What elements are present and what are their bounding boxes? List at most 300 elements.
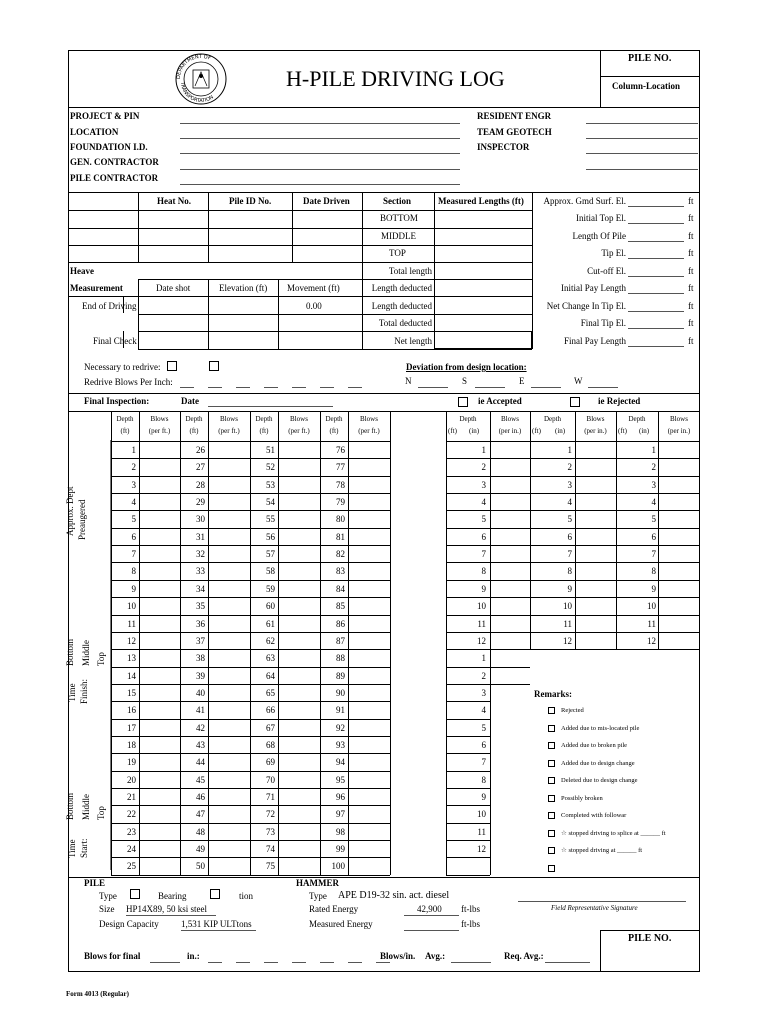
ft-unit: (ft) <box>448 427 457 435</box>
gen-contractor-label: GEN. CONTRACTOR <box>70 157 159 167</box>
bearing-checkbox[interactable] <box>130 889 140 899</box>
preaugered-label: Preaugered <box>77 499 87 540</box>
depth-cell: 5 <box>131 514 136 525</box>
remark-label: ☆ stopped driving to splice at ______ ft <box>561 829 666 837</box>
team-geotech-label: TEAM GEOTECH <box>477 127 552 137</box>
depth-cell: 8 <box>131 566 136 577</box>
inch-cell: 8 <box>481 566 486 577</box>
grid-row <box>111 753 390 754</box>
foundation-field[interactable] <box>180 153 460 154</box>
depth-cell: 18 <box>127 739 136 750</box>
depth-header: Depth <box>116 415 134 423</box>
depth-cell: 22 <box>127 809 136 820</box>
inch-cell: 10 <box>647 601 656 612</box>
measured-energy-unit: ft-lbs <box>461 919 480 929</box>
redrive-blank[interactable] <box>292 387 306 388</box>
inch-cell: 4 <box>567 497 572 508</box>
dev-s-field[interactable] <box>475 387 505 388</box>
depth-header: Depth <box>325 415 343 423</box>
grid-row <box>446 857 490 858</box>
depth-cell: 2 <box>131 462 136 473</box>
blows-header: Blows <box>150 415 169 423</box>
grid-row <box>446 597 700 598</box>
measured-energy-label: Measured Energy <box>309 919 373 929</box>
grid-row <box>446 632 700 633</box>
inch-cell: 5 <box>567 514 572 525</box>
dev-n-field[interactable] <box>418 387 448 388</box>
remark-label: Added due to broken pile <box>561 742 628 749</box>
depth-cell: 49 <box>196 844 205 855</box>
dir-e: E <box>519 376 525 386</box>
depth-cell: 56 <box>266 531 275 542</box>
grid-row <box>446 441 700 442</box>
column-location-label: Column-Location <box>612 81 681 91</box>
inch-cell: 1 <box>481 653 486 664</box>
section-header: Section <box>383 196 411 206</box>
grid-row <box>111 823 390 824</box>
blows-unit: (per ft.) <box>358 427 380 435</box>
inch-cell: 6 <box>481 531 486 542</box>
blows-unit: (per ft.) <box>288 427 310 435</box>
elevation-field[interactable] <box>628 311 684 312</box>
grid-row <box>111 788 390 789</box>
col-line <box>434 192 435 349</box>
unit-ft: ft <box>688 213 694 223</box>
depth-header: Depth <box>459 415 477 423</box>
measured-energy-field[interactable] <box>404 930 459 931</box>
inch-cell: 9 <box>651 583 656 594</box>
depth-cell: 68 <box>266 739 275 750</box>
movement-value: 0.00 <box>306 301 322 311</box>
elevation-field[interactable] <box>628 276 684 277</box>
redrive-blank[interactable] <box>208 387 222 388</box>
inch-cell: 3 <box>481 687 486 698</box>
inch-cell: 11 <box>477 826 486 837</box>
remark-checkbox[interactable] <box>548 812 555 819</box>
depth-cell: 74 <box>266 844 275 855</box>
unit-ft: ft <box>688 196 694 206</box>
inch-cell: 2 <box>567 462 572 473</box>
svg-text:DEPARTMENT OF: DEPARTMENT OF <box>175 53 212 80</box>
time-label-finish: Time <box>67 683 77 702</box>
gen-contractor-field[interactable] <box>180 169 460 170</box>
redrive-blank[interactable] <box>320 387 334 388</box>
grid-row <box>446 701 490 702</box>
signature-label: Field Representative Signature <box>551 904 638 912</box>
ft-unit: (ft) <box>532 427 541 435</box>
unit-ft: ft <box>688 231 694 241</box>
final-blank[interactable] <box>236 962 250 963</box>
avg-field[interactable] <box>451 962 491 963</box>
depth-cell: 75 <box>266 861 275 872</box>
footer-pile-no-label: PILE NO. <box>628 933 672 944</box>
unit-ft: ft <box>688 301 694 311</box>
elev-label: Length Of Pile <box>572 231 626 241</box>
inch-cell: 11 <box>563 618 572 629</box>
pile-contractor-label: PILE CONTRACTOR <box>70 173 159 183</box>
pile-contractor-field[interactable] <box>180 184 460 185</box>
dev-w-field[interactable] <box>588 387 618 388</box>
grid-row <box>111 736 390 737</box>
depth-cell: 37 <box>196 635 205 646</box>
depth-cell: 33 <box>196 566 205 577</box>
ft-unit: (ft) <box>618 427 627 435</box>
start-label: Start: <box>79 838 89 858</box>
grid-col <box>616 411 617 649</box>
remark-checkbox[interactable] <box>548 795 555 802</box>
inch-cell: 10 <box>477 601 486 612</box>
final-blank[interactable] <box>348 962 362 963</box>
grid-row <box>446 649 700 650</box>
section-divider <box>68 393 700 394</box>
depth-cell: 34 <box>196 583 205 594</box>
depth-cell: 64 <box>266 670 275 681</box>
inch-cell: 7 <box>651 549 656 560</box>
col-line <box>138 192 139 262</box>
final-blank[interactable] <box>292 962 306 963</box>
depth-cell: 10 <box>127 601 136 612</box>
inch-cell: 6 <box>651 531 656 542</box>
movement-header: Movement (ft) <box>287 283 340 293</box>
col-line <box>208 279 209 349</box>
row-line <box>68 262 532 263</box>
total-length-label: Total length <box>388 266 432 276</box>
inch-cell: 4 <box>481 705 486 716</box>
unit-ft: ft <box>688 318 694 328</box>
blows-unit: (per ft.) <box>148 427 171 435</box>
remark-checkbox[interactable] <box>548 707 555 714</box>
inch-cell: 2 <box>481 670 486 681</box>
end-of-driving-label: End of Driving <box>82 301 137 311</box>
depth-cell: 54 <box>266 497 275 508</box>
elevation-field[interactable] <box>628 258 684 259</box>
remark-checkbox[interactable] <box>548 847 555 854</box>
grid-row <box>490 684 530 685</box>
redrive-blank[interactable] <box>264 387 278 388</box>
depth-cell: 17 <box>127 722 136 733</box>
blows-header: Blows <box>501 415 519 423</box>
redrive-blank[interactable] <box>180 387 194 388</box>
final-blank[interactable] <box>376 962 390 963</box>
row-line <box>138 349 362 350</box>
inch-cell: 5 <box>651 514 656 525</box>
rejected-checkbox[interactable] <box>570 397 580 407</box>
inch-cell: 2 <box>651 462 656 473</box>
depth-cell: 96 <box>336 792 345 802</box>
remark-checkbox[interactable] <box>548 725 555 732</box>
grid-row <box>111 441 390 442</box>
unit-ft: ft <box>688 283 694 293</box>
depth-cell: 93 <box>336 739 345 750</box>
row-line <box>362 314 532 315</box>
grid-row <box>111 597 390 598</box>
pile-size-label: Size <box>99 904 115 914</box>
depth-cell: 14 <box>127 670 136 681</box>
friction-checkbox[interactable] <box>210 889 220 899</box>
grid-row <box>111 562 390 563</box>
depth-cell: 1 <box>131 445 136 455</box>
grid-row <box>111 493 390 494</box>
rejected-label: ie Rejected <box>598 396 641 406</box>
depth-cell: 41 <box>196 705 205 716</box>
col-line <box>532 192 533 349</box>
grid-col <box>575 411 576 649</box>
blows-unit: (per ft.) <box>218 427 240 435</box>
team-geotech-field[interactable] <box>586 138 698 139</box>
resident-engr-label: RESIDENT ENGR <box>477 111 552 121</box>
inch-cell: 12 <box>647 635 656 646</box>
depth-cell: 91 <box>336 705 345 716</box>
dev-e-field[interactable] <box>531 387 561 388</box>
row-line <box>362 279 532 280</box>
blows-header: Blows <box>220 415 238 423</box>
grid-row <box>111 840 390 841</box>
depth-cell: 69 <box>266 757 275 768</box>
depth-unit: (ft) <box>120 427 130 435</box>
rated-energy-label: Rated Energy <box>309 904 359 914</box>
depth-cell: 88 <box>336 653 345 664</box>
elev-label: Final Tip El. <box>580 318 626 328</box>
depth-cell: 38 <box>196 653 205 664</box>
accepted-label: ie Accepted <box>478 396 522 406</box>
grid-row <box>446 753 490 754</box>
elev-label: Initial Top El. <box>576 213 626 223</box>
req-avg-field[interactable] <box>545 962 590 963</box>
grid-row <box>111 684 390 685</box>
finish-label: Finish: <box>79 678 89 704</box>
inspector-label: INSPECTOR <box>477 142 530 152</box>
in-unit: (in) <box>469 427 480 435</box>
grid-row <box>446 545 700 546</box>
depth-cell: 46 <box>196 792 205 802</box>
depth-cell: 35 <box>196 601 205 612</box>
remarks-title: Remarks: <box>534 689 572 699</box>
middle-label-finish: Middle <box>81 640 91 666</box>
remark-checkbox[interactable] <box>548 865 555 872</box>
depth-cell: 24 <box>127 844 136 855</box>
grid-row <box>446 615 700 616</box>
remark-label: Rejected <box>561 707 584 714</box>
top-label-finish: Top <box>96 652 106 666</box>
grid-row <box>111 580 390 581</box>
inspection-date-field[interactable] <box>208 406 333 407</box>
depth-cell: 84 <box>336 583 345 594</box>
depth-cell: 32 <box>196 549 205 560</box>
grid-row <box>446 667 490 668</box>
depth-cell: 31 <box>196 531 205 542</box>
grid-row <box>111 649 390 650</box>
row-line <box>138 279 362 280</box>
elevation-field[interactable] <box>628 206 684 207</box>
depth-cell: 63 <box>266 653 275 664</box>
depth-cell: 98 <box>336 826 345 837</box>
redrive-no-checkbox[interactable] <box>209 361 219 371</box>
redrive-blows-label: Redrive Blows Per Inch: <box>84 377 173 387</box>
row-line <box>68 296 362 297</box>
final-blank[interactable] <box>320 962 334 963</box>
dir-s: S <box>462 376 468 386</box>
net-length-field[interactable] <box>434 331 532 349</box>
depth-cell: 13 <box>127 653 136 664</box>
inch-cell: 1 <box>651 445 656 455</box>
remark-label: Possibly broken <box>561 794 603 802</box>
section-middle: MIDDLE <box>381 231 416 241</box>
depth-cell: 66 <box>266 705 275 716</box>
depth-cell: 9 <box>131 583 136 594</box>
grid-row <box>111 805 390 806</box>
grid-row <box>111 545 390 546</box>
depth-cell: 6 <box>131 531 136 542</box>
depth-cell: 76 <box>336 445 345 455</box>
hammer-type-label: Type <box>309 891 327 901</box>
row-line <box>138 314 362 315</box>
elevation-field[interactable] <box>628 293 684 294</box>
blows-header: Blows <box>290 415 308 423</box>
grid-row <box>111 528 390 529</box>
blows-unit: (per in.) <box>584 427 607 435</box>
friction-label: tion <box>239 891 254 901</box>
depth-cell: 30 <box>196 514 205 525</box>
grid-row <box>446 510 700 511</box>
heave-label: Heave <box>70 266 94 276</box>
grid-row <box>446 476 700 477</box>
depth-cell: 61 <box>266 618 275 629</box>
col-line <box>292 192 293 262</box>
unit-ft: ft <box>688 248 694 258</box>
hammer-type-value: APE D19-32 sin. act. diesel <box>338 890 450 901</box>
grid-row <box>446 580 700 581</box>
inch-cell: 9 <box>481 583 486 594</box>
remark-checkbox[interactable] <box>548 830 555 837</box>
length-deducted-1-label: Length deducted <box>371 283 432 293</box>
blows-final-field[interactable] <box>150 962 180 963</box>
depth-cell: 72 <box>266 809 275 820</box>
page-title: H-PILE DRIVING LOG <box>286 66 505 91</box>
remark-checkbox[interactable] <box>548 760 555 767</box>
capacity-label: Design Capacity <box>99 919 159 929</box>
depth-cell: 51 <box>266 445 275 455</box>
elev-label: Tip El. <box>601 248 626 258</box>
depth-cell: 77 <box>336 462 345 473</box>
depth-cell: 55 <box>266 514 275 525</box>
depth-header: Depth <box>628 415 646 423</box>
depth-cell: 100 <box>331 861 345 872</box>
depth-cell: 27 <box>196 462 205 473</box>
underline <box>404 915 459 916</box>
depth-cell: 67 <box>266 722 275 733</box>
depth-cell: 21 <box>127 792 136 802</box>
depth-cell: 28 <box>196 479 205 490</box>
approx-dept-label: Approx. Dept <box>65 486 75 536</box>
underline <box>181 930 256 931</box>
grid-row <box>446 875 490 876</box>
inch-cell: 9 <box>567 583 572 594</box>
pile-no-divider <box>600 50 601 107</box>
location-field[interactable] <box>180 138 460 139</box>
col-line <box>208 192 209 262</box>
accepted-checkbox[interactable] <box>458 397 468 407</box>
depth-cell: 26 <box>196 445 205 455</box>
final-blank[interactable] <box>208 962 222 963</box>
elev-label: Approx. Gmd Surf. El. <box>543 196 626 206</box>
redrive-yes-checkbox[interactable] <box>167 361 177 371</box>
inch-cell: 6 <box>567 531 572 542</box>
depth-cell: 23 <box>127 826 136 837</box>
elevation-field[interactable] <box>628 346 684 347</box>
grid-row <box>111 875 390 876</box>
blows-header: Blows <box>670 415 688 423</box>
depth-cell: 90 <box>336 687 345 698</box>
grid-col <box>390 411 391 875</box>
inch-cell: 3 <box>651 479 656 490</box>
remark-checkbox[interactable] <box>548 777 555 784</box>
project-field[interactable] <box>180 123 460 124</box>
svg-text:TRANSPORTATION: TRANSPORTATION <box>178 81 215 105</box>
section-divider <box>68 411 700 412</box>
remark-label: Completed with followar <box>561 812 627 819</box>
depth-cell: 95 <box>336 774 345 785</box>
req-avg-label: Req. Avg.: <box>504 951 544 961</box>
final-check-label: Final Check <box>93 336 137 346</box>
section-divider <box>68 877 700 878</box>
date-driven-header: Date Driven <box>303 196 350 206</box>
elevation-field[interactable] <box>628 328 684 329</box>
measurement-label: Measurement <box>70 283 123 293</box>
elevation-field[interactable] <box>628 223 684 224</box>
necessary-redrive-label: Necessary to redrive: <box>84 362 161 372</box>
elevation-field[interactable] <box>628 241 684 242</box>
pile-type-label: Type <box>99 891 117 901</box>
rated-energy-value: 42,900 <box>417 904 442 914</box>
bottom-label-start: Bottom <box>65 792 75 820</box>
grid-row <box>111 857 390 858</box>
grid-row <box>446 528 700 529</box>
inch-cell: 10 <box>477 809 486 820</box>
redrive-blank[interactable] <box>348 387 362 388</box>
signature-field[interactable] <box>518 901 686 902</box>
elev-label: Final Pay Length <box>564 336 626 346</box>
final-blank[interactable] <box>264 962 278 963</box>
depth-cell: 43 <box>196 739 205 750</box>
grid-row <box>111 701 390 702</box>
capacity-value: 1,531 KIP ULTtons <box>181 919 252 929</box>
date-shot-header: Date shot <box>156 283 191 293</box>
redrive-blank[interactable] <box>236 387 250 388</box>
grid-col <box>490 411 491 875</box>
inch-cell: 4 <box>481 497 486 508</box>
inch-cell: 3 <box>481 479 486 490</box>
depth-cell: 62 <box>266 635 275 646</box>
grid-row <box>446 493 700 494</box>
blows-per-in-label: Blows/in. <box>380 951 416 961</box>
depth-cell: 11 <box>127 618 136 629</box>
rated-energy-unit: ft-lbs <box>461 904 480 914</box>
length-deducted-2-label: Length deducted <box>371 301 432 311</box>
row-line <box>138 331 362 332</box>
extra-field[interactable] <box>586 169 698 170</box>
depth-cell: 15 <box>127 687 136 698</box>
grid-row <box>446 805 490 806</box>
remark-label: Added due to design change <box>561 759 635 767</box>
remark-checkbox[interactable] <box>548 742 555 749</box>
inspector-field[interactable] <box>586 153 698 154</box>
inch-cell: 8 <box>481 774 486 785</box>
grid-col <box>658 411 659 649</box>
heat-no-header: Heat No. <box>157 196 191 206</box>
resident-engr-field[interactable] <box>586 123 698 124</box>
grid-row <box>111 458 390 459</box>
unit-ft: ft <box>688 266 694 276</box>
